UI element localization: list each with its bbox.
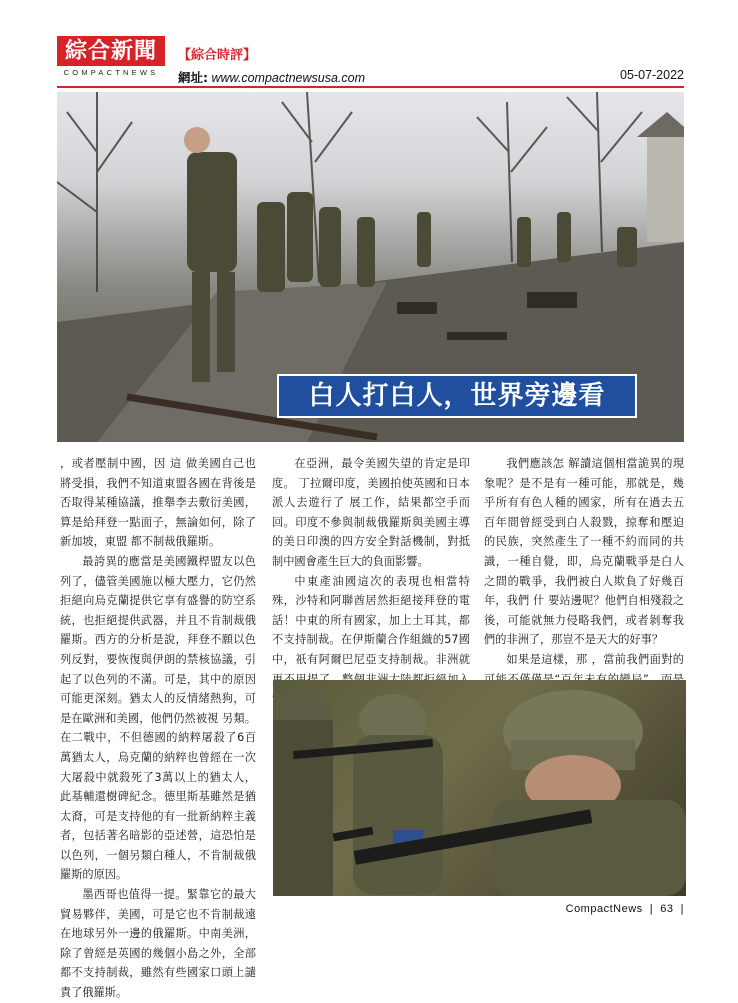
hero-photo — [57, 92, 684, 442]
website-label: 網址: — [178, 70, 208, 85]
soldiers-photo-illustration — [273, 680, 686, 896]
website-url[interactable]: www.compactnewsusa.com — [211, 71, 366, 85]
issue-date: 05-07-2022 — [620, 68, 684, 82]
paragraph: 我們應該怎 解讀這個相當詭異的現象呢？是不是有一種可能，那就是，幾乎所有有色人種的國家，所有在過去五百年間曾經受到白人殺戮，掠奪和壓迫的民族，突然產生了一種不約而同的共識，一種自覺，即，烏克蘭戰爭是白人之間的戰爭，我們被白人欺負了好幾百年，我們 什 要站邊呢？他們自相殘殺之後，可能就無力侵略我們，或者剝奪我們的非洲了，那豈不是天大的好事？ — [484, 457, 684, 647]
column-2 — [272, 454, 470, 709]
footer-separator: | — [677, 903, 684, 915]
footer — [566, 903, 684, 915]
logo: 綜合新聞 — [57, 36, 165, 66]
section-tag: 【綜合時評】 — [178, 48, 257, 63]
column-1 — [60, 454, 256, 1003]
paragraph: 墨西哥也值得一提。緊靠它的最大貿易夥伴，美國，可是它也不肯制裁遠在地球另外一邊的俄羅斯。中南美洲，除了曾經是英國的幾個小島之外，全部都不支持制裁，雖然有些國家口頭上譴責了俄羅斯。 — [60, 888, 256, 1000]
footer-brand: CompactNews — [565, 903, 643, 915]
website-line — [178, 68, 365, 86]
paragraph: 如果是這樣，那 ，當前我們面對的 — [506, 652, 684, 666]
soldiers-photo — [273, 680, 686, 896]
paragraph: 在亞洲，最令美國失望的肯定是印度。 丁拉爾印度，美國拍使英國和日本派人去遊行了 展工作，結果都空手而回。印度不參與制裁俄羅斯與美國主導的美日印澳的四方安全對話機制，對抵制中國會產生巨大的負面影響。 — [272, 457, 470, 568]
page-number: 63 — [660, 903, 674, 915]
paragraph: 最誇異的應當是美國鐵桿盟友以色列了，儘管美國施以極大壓力，它仍然拒絕向烏克蘭提供它享有盛譽的防空系統，也拒絕提供武器，并且不肯制裁俄羅斯。西方的分析是說，拜登不願以色列反對，要恢復與伊朗的禁核協議，引起了以色列的不滿。可是，其中的原因可能更深刻。猶太人的反情緒熱狗，可是在歐洲和美國，他們仍然被視 另類。在二戰中，不但德國的納粹屠殺了6百萬猶太人，烏克蘭的納粹也曾經在一次大屠殺中就殺死了3萬以上的猶太人， 此基輔還樹碑紀念。德里斯基雖然是猶太裔，可是支持他的有一批新納粹主義者，包括著名暗影的亞述營，這恐怕是以色列，一個另類白種人，不肯制裁俄羅斯的原因。 — [60, 554, 256, 882]
headline: 白人打白人，世界旁邊看 — [277, 374, 637, 418]
paragraph: ，或者壓制中國，因 這 做美國自己也將受損，我們不知道東盟各國在背後是否取得某種協議，推舉李去敷衍美國，算是給拜登一點面子，無論如何，除了新加坡，東盟 都不制裁俄羅斯。 — [60, 457, 256, 549]
column-3 — [484, 454, 684, 709]
logo-subtitle: COMPACTNEWS — [63, 68, 159, 77]
footer-separator: | — [646, 903, 657, 915]
paragraph: 中東產油國這次的表現也相當特殊，沙特和阿聯酋居然拒絕接拜登的電話！中東的所有國家，加上土耳其，都不支持制裁。在伊斯蘭合作組織的57國中，祇有阿爾巴尼亞支持制裁。非洲就 — [272, 574, 470, 666]
header-rule — [57, 86, 684, 88]
